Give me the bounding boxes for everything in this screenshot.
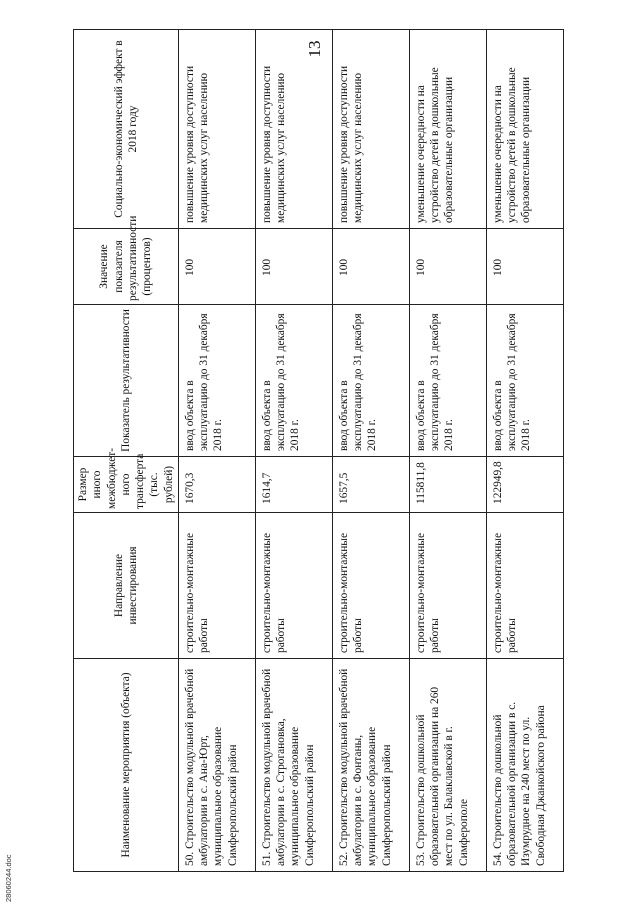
table-row [486, 30, 563, 872]
header-value: Значение показателя результативности (процентов) [74, 229, 179, 305]
cell-value: 100 [255, 229, 332, 305]
cell-name: 54. Строительство дошкольной образовательной организации в с. Изумрудное на 240 мест по ул. Свободная Джанкойского района [486, 659, 563, 872]
table-row [409, 30, 486, 872]
cell-amount: 1670,3 [178, 457, 255, 513]
cell-amount: 122949,8 [486, 457, 563, 513]
cell-effect: уменьшение очередности на устройство детей в дошкольные образовательные организации [409, 30, 486, 229]
cell-indicator: ввод объекта в эксплуатацию до 31 декабря 2018 г. [409, 305, 486, 457]
cell-name: 52. Строительство модульной врачебной амбулатории в с. Фонтаны, муниципальное образование Симферопольский район [332, 659, 409, 872]
cell-name: 53. Строительство дошкольной образовательной организации на 260 мест по ул. Балаклавской в г. Симферополе [409, 659, 486, 872]
cell-direction: строительно-монтажные работы [409, 513, 486, 659]
cell-effect: повышение уровня доступности медицинских услуг населению [332, 30, 409, 229]
cell-value: 100 [409, 229, 486, 305]
table-row [332, 30, 409, 872]
cell-value: 100 [332, 229, 409, 305]
table-row [178, 30, 255, 872]
header-name: Наименование мероприятия (объекта) [74, 659, 179, 872]
header-amount: Размер иного межбюджет-ного трансферта (тыс. рублей) [74, 457, 179, 513]
cell-amount: 115811,8 [409, 457, 486, 513]
cell-value: 100 [178, 229, 255, 305]
cell-amount: 1657,5 [332, 457, 409, 513]
cell-effect: повышение уровня доступности медицинских услуг населению [255, 30, 332, 229]
cell-direction: строительно-монтажные работы [486, 513, 563, 659]
rotated-table-container [73, 30, 547, 872]
cell-effect: повышение уровня доступности медицинских услуг населению [178, 30, 255, 229]
investment-table [73, 29, 564, 872]
table-row [255, 30, 332, 872]
cell-name: 50. Строительство модульной врачебной амбулатории в с. Ана-Юрт, муниципальное образование Симферопольский район [178, 659, 255, 872]
cell-effect: уменьшение очередности на устройство детей в дошкольные образовательные организации [486, 30, 563, 229]
cell-indicator: ввод объекта в эксплуатацию до 31 декабря 2018 г. [255, 305, 332, 457]
document-footer-code: 28060244.doc [4, 854, 13, 902]
table-header-row [74, 30, 179, 872]
header-effect: Социально-экономический эффект в 2018 году [74, 30, 179, 229]
page-number: 13 [305, 40, 324, 58]
cell-value: 100 [486, 229, 563, 305]
cell-name: 51. Строительство модульной врачебной амбулатории в с. Строгановка, муниципальное образование Симферопольский район [255, 659, 332, 872]
cell-indicator: ввод объекта в эксплуатацию до 31 декабря 2018 г. [178, 305, 255, 457]
cell-amount: 1614,7 [255, 457, 332, 513]
cell-indicator: ввод объекта в эксплуатацию до 31 декабря 2018 г. [332, 305, 409, 457]
header-direction: Направление инвестирования [74, 513, 179, 659]
cell-direction: строительно-монтажные работы [332, 513, 409, 659]
cell-direction: строительно-монтажные работы [255, 513, 332, 659]
cell-direction: строительно-монтажные работы [178, 513, 255, 659]
cell-indicator: ввод объекта в эксплуатацию до 31 декабря 2018 г. [486, 305, 563, 457]
header-indicator: Показатель результативности [74, 305, 179, 457]
